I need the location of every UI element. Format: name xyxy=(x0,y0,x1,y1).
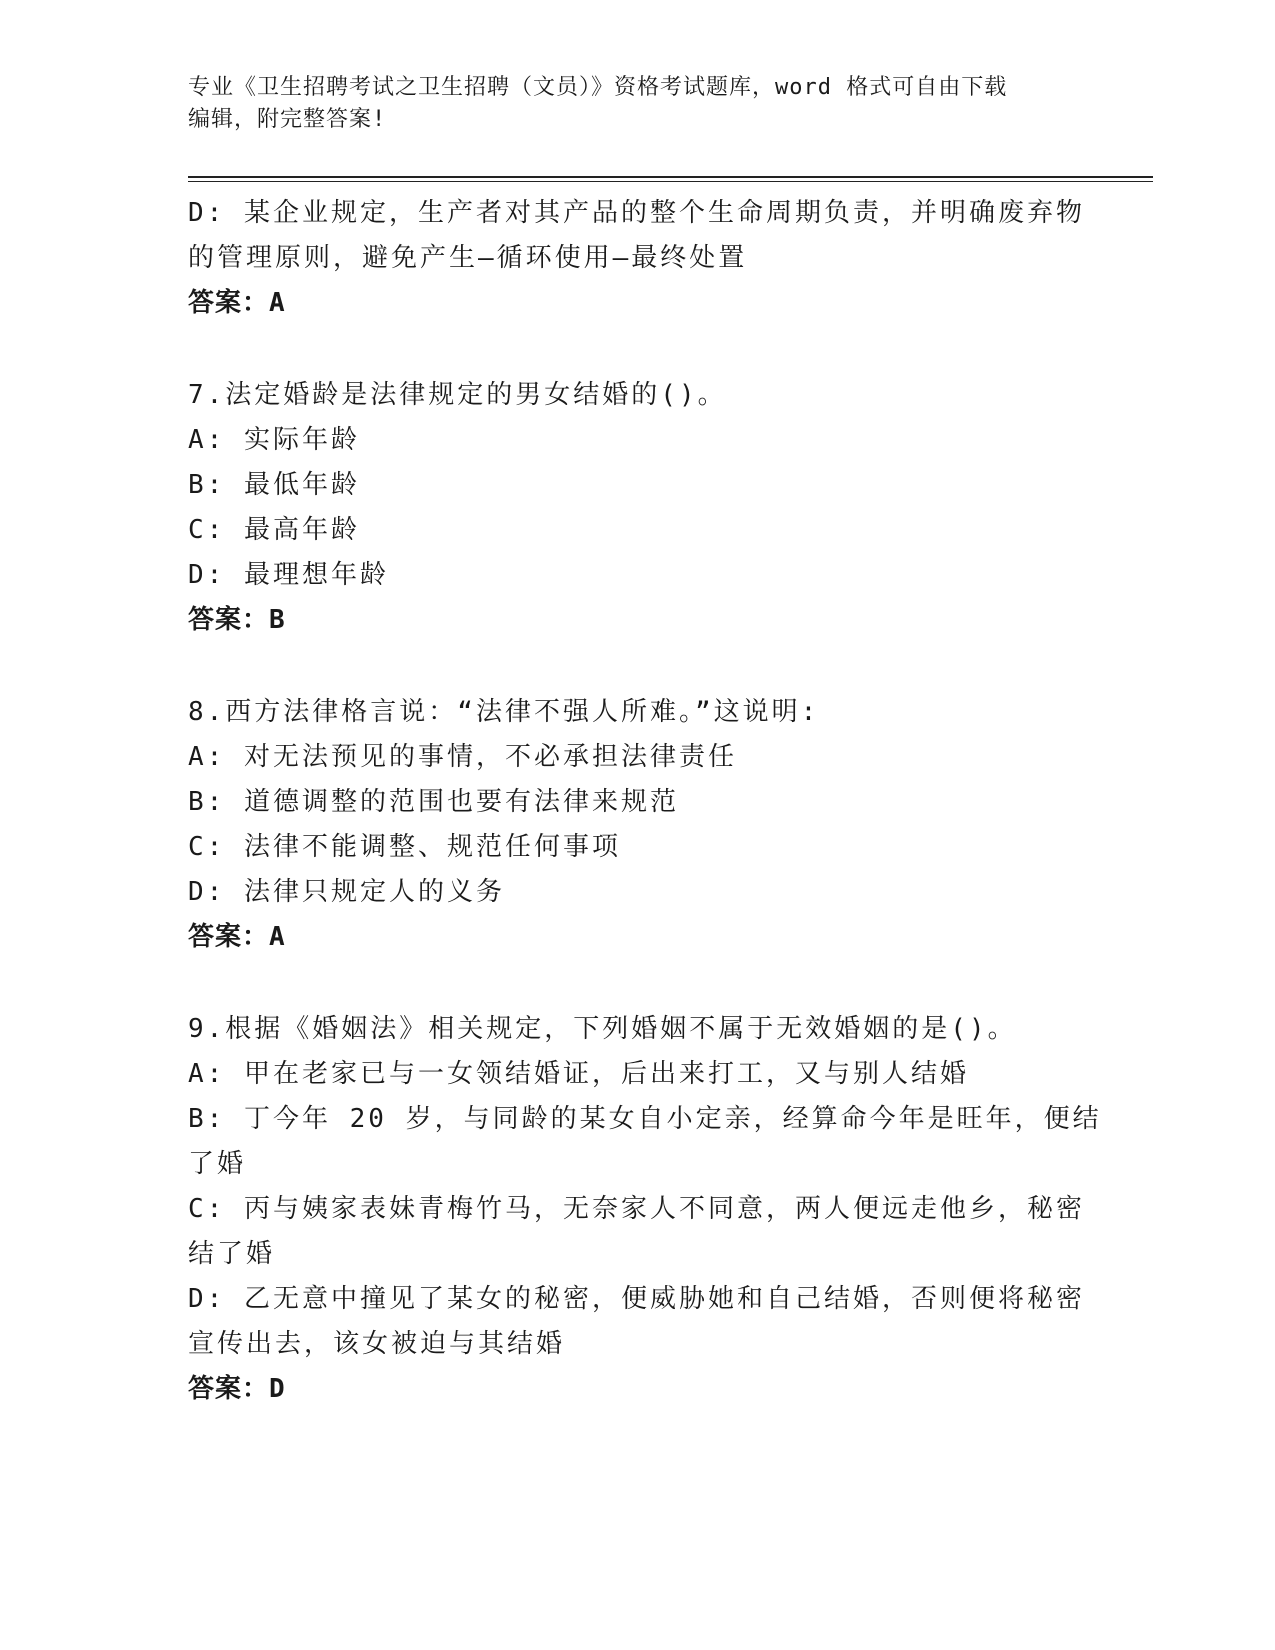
question-6-tail xyxy=(188,191,1088,326)
question-text: 9.根据《婚姻法》相关规定，下列婚姻不属于无效婚姻的是()。 xyxy=(188,1014,1017,1044)
question-text: 7.法定婚龄是法律规定的男女结婚的()。 xyxy=(188,380,727,410)
option-c: C: 最高年龄 xyxy=(188,515,360,545)
question-content xyxy=(188,191,1102,1412)
question-9 xyxy=(188,1007,1102,1412)
spacer xyxy=(188,960,1088,1007)
answer: 答案：A xyxy=(188,922,286,952)
option-b-line-2: 了婚 xyxy=(188,1149,247,1179)
option-d-line-1: D: 乙无意中撞见了某女的秘密，便威胁她和自己结婚，否则便将秘密 xyxy=(188,1284,1085,1314)
answer: 答案：D xyxy=(188,1374,286,1404)
option-a: A: 甲在老家已与一女领结婚证，后出来打工，又与别人结婚 xyxy=(188,1059,969,1089)
option-b: B: 道德调整的范围也要有法律来规范 xyxy=(188,787,679,817)
option-d: D: 法律只规定人的义务 xyxy=(188,877,505,907)
option-d-line-1: D: 某企业规定，生产者对其产品的整个生命周期负责，并明确废弃物 xyxy=(188,198,1085,228)
question-text: 8.西方法律格言说：“法律不强人所难。”这说明: xyxy=(188,697,820,727)
option-c-line-1: C: 丙与姨家表妹青梅竹马，无奈家人不同意，两人便远走他乡，秘密 xyxy=(188,1194,1085,1224)
option-b-line-1: B: 丁今年 20 岁，与同龄的某女自小定亲，经算命今年是旺年，便结 xyxy=(188,1104,1102,1134)
option-b: B: 最低年龄 xyxy=(188,470,360,500)
header-rule-thin xyxy=(188,181,1153,182)
header-line-1: 专业《卫生招聘考试之卫生招聘（文员）》资格考试题库，word 格式可自由下载 xyxy=(188,75,1008,100)
spacer xyxy=(188,326,1088,373)
document-header xyxy=(188,72,1088,136)
header-rule-thick xyxy=(188,176,1153,178)
answer: 答案：A xyxy=(188,288,286,318)
header-line-2: 编辑，附完整答案! xyxy=(188,107,387,132)
question-8 xyxy=(188,690,1088,960)
option-c: C: 法律不能调整、规范任何事项 xyxy=(188,832,621,862)
answer: 答案：B xyxy=(188,605,286,635)
option-d-line-2: 宣传出去，该女被迫与其结婚 xyxy=(188,1329,566,1359)
spacer xyxy=(188,643,1088,690)
question-7 xyxy=(188,373,1088,643)
option-a: A: 对无法预见的事情，不必承担法律责任 xyxy=(188,742,737,772)
option-a: A: 实际年龄 xyxy=(188,425,360,455)
option-c-line-2: 结了婚 xyxy=(188,1239,276,1269)
option-d: D: 最理想年龄 xyxy=(188,560,389,590)
option-d-line-2: 的管理原则，避免产生—循环使用—最终处置 xyxy=(188,243,748,273)
